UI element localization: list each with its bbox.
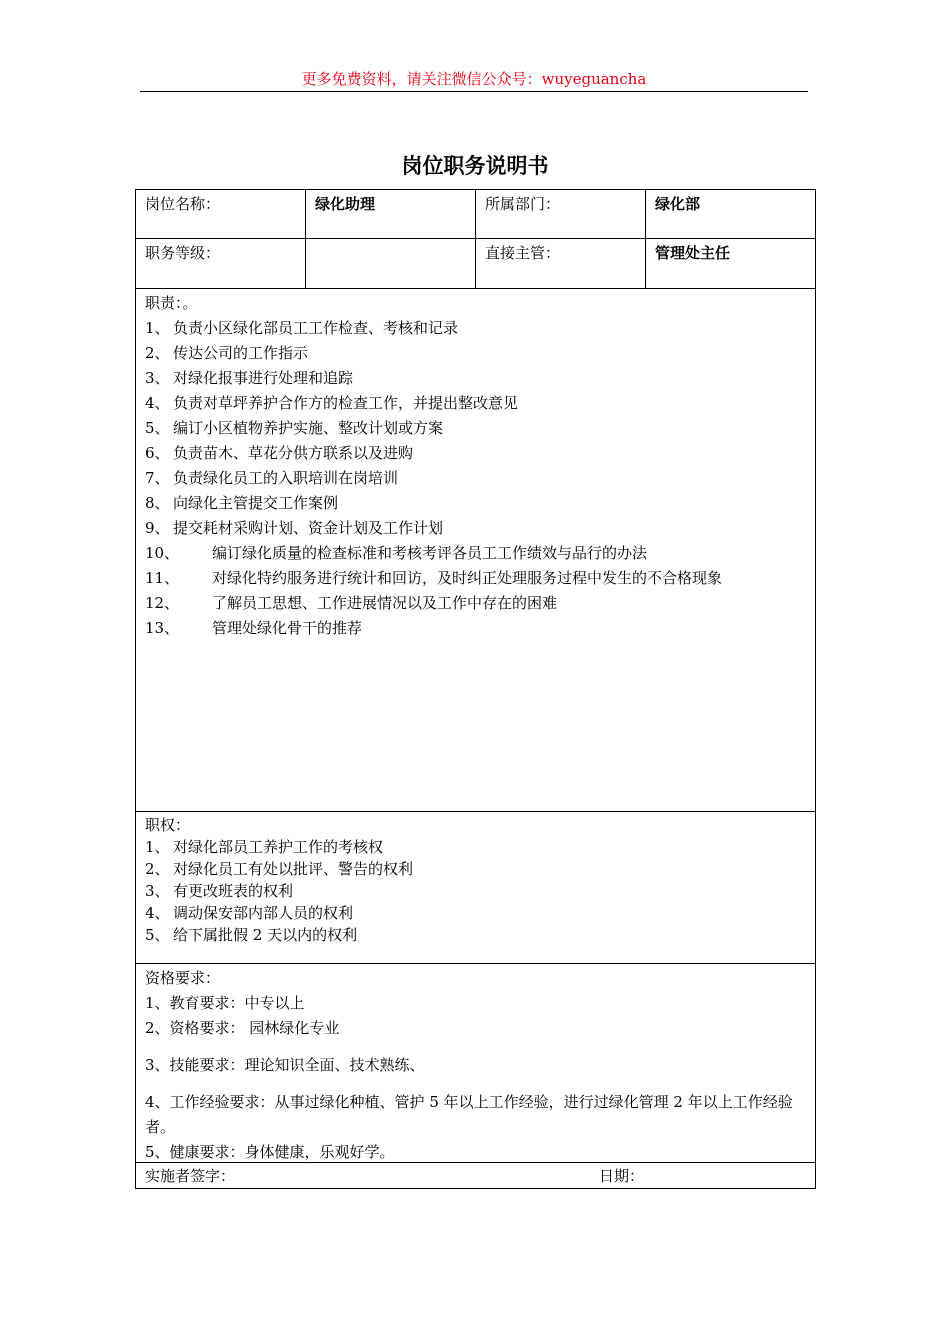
supervisor-value-cell xyxy=(645,238,816,289)
education-requirement: 1、教育要求：中专以上 xyxy=(145,994,305,1012)
supervisor-label-cell xyxy=(475,238,646,289)
rights-section xyxy=(135,811,816,964)
list-item: 8、 向绿化主管提交工作案例 xyxy=(145,494,339,512)
list-item: 1、 对绿化部员工养护工作的考核权 xyxy=(145,838,384,856)
supervisor-value: 管理处主任 xyxy=(655,244,731,262)
list-item: 4、 负责对草坪养护合作方的检查工作，并提出整改意见 xyxy=(145,394,519,412)
grade-value-cell xyxy=(305,238,476,289)
dept-label: 所属部门： xyxy=(485,195,561,213)
list-item: 5、 给下属批假 2 天以内的权利 xyxy=(145,926,358,944)
list-item: 3、 有更改班表的权利 xyxy=(145,882,294,900)
list-item: 3、 对绿化报事进行处理和追踪 xyxy=(145,369,354,387)
skills-requirement: 3、技能要求：理论知识全面、技术熟练、 xyxy=(145,1056,425,1074)
experience-requirement: 4、工作经验要求：从事过绿化种植、管护 5 年以上工作经验，进行过绿化管理 2 年以上工作经验者。 xyxy=(145,1093,793,1136)
position-label-cell xyxy=(135,189,306,239)
signature-row xyxy=(135,1162,816,1189)
supervisor-label: 直接主管： xyxy=(485,244,561,262)
qualifications-section xyxy=(135,963,816,1163)
list-item: 13、 管理处绿化骨干的推荐 xyxy=(145,619,363,637)
list-item: 4、 调动保安部内部人员的权利 xyxy=(145,904,354,922)
list-item: 2、 传达公司的工作指示 xyxy=(145,344,309,362)
list-item: 7、 负责绿化员工的入职培训在岗培训 xyxy=(145,469,399,487)
position-label: 岗位名称： xyxy=(145,195,221,213)
certification-requirement: 2、资格要求： 园林绿化专业 xyxy=(145,1019,340,1037)
list-item: 9、 提交耗材采购计划、资金计划及工作计划 xyxy=(145,519,444,537)
grade-label: 职务等级： xyxy=(145,244,221,262)
position-value: 绿化助理 xyxy=(315,195,376,213)
document-title: 岗位职务说明书 xyxy=(401,154,549,178)
duties-section xyxy=(135,288,816,812)
dept-value: 绿化部 xyxy=(655,195,701,213)
list-item: 5、 编订小区植物养护实施、整改计划或方案 xyxy=(145,419,444,437)
list-item: 12、 了解员工思想、工作进展情况以及工作中存在的困难 xyxy=(145,594,558,612)
dept-value-cell xyxy=(645,189,816,239)
duties-title: 职责：。 xyxy=(145,294,198,312)
list-item: 2、 对绿化员工有处以批评、警告的权利 xyxy=(145,860,414,878)
qualifications-title: 资格要求： xyxy=(145,969,221,987)
grade-label-cell xyxy=(135,238,306,289)
signer-label: 实施者签字： xyxy=(145,1167,236,1185)
date-label: 日期： xyxy=(599,1167,645,1185)
dept-label-cell xyxy=(475,189,646,239)
list-item: 11、 对绿化特约服务进行统计和回访，及时纠正处理服务过程中发生的不合格现象 xyxy=(145,569,723,587)
list-item: 10、 编订绿化质量的检查标准和考核考评各员工工作绩效与品行的办法 xyxy=(145,544,648,562)
list-item: 6、 负责苗木、草花分供方联系以及进购 xyxy=(145,444,414,462)
header-note: 更多免费资料，请关注微信公众号：wuyeguancha xyxy=(301,70,647,88)
position-value-cell xyxy=(305,189,476,239)
list-item: 1、 负责小区绿化部员工工作检查、考核和记录 xyxy=(145,319,459,337)
rights-title: 职权： xyxy=(145,816,191,834)
health-requirement: 5、健康要求：身体健康，乐观好学。 xyxy=(145,1143,395,1161)
header-divider xyxy=(140,91,808,92)
